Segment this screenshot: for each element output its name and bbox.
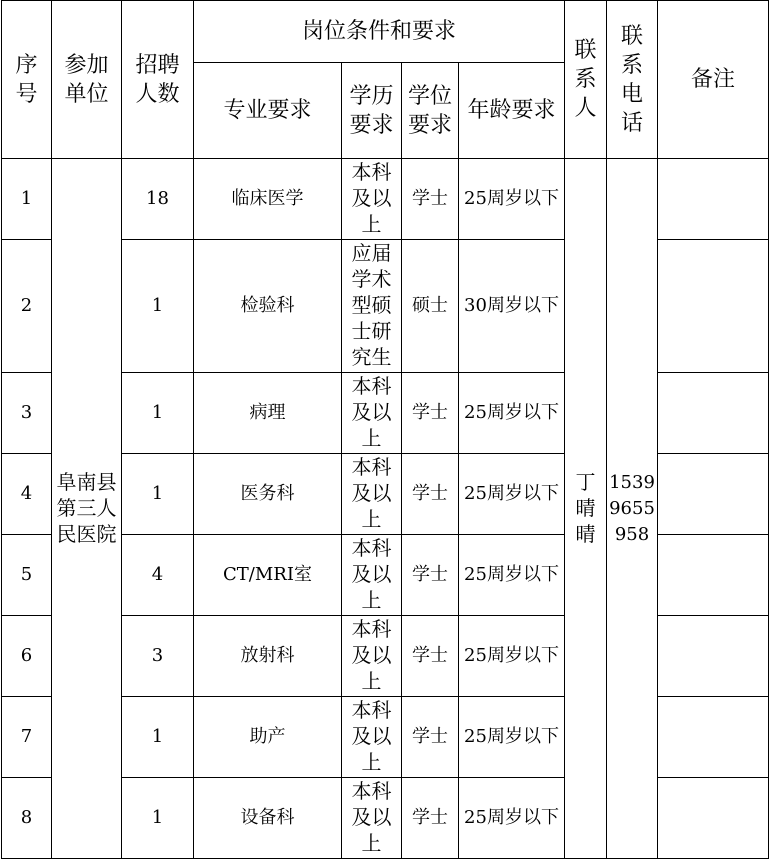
cell-index: 4 — [2, 454, 52, 535]
header-count: 招聘人数 — [122, 1, 194, 159]
cell-education: 本科及以上 — [342, 535, 402, 616]
cell-index: 3 — [2, 373, 52, 454]
cell-education: 应届学术型硕士研究生 — [342, 240, 402, 373]
header-age: 年龄要求 — [459, 63, 565, 159]
header-education: 学历要求 — [342, 63, 402, 159]
cell-age: 25周岁以下 — [459, 535, 565, 616]
cell-degree: 学士 — [402, 159, 459, 240]
header-contact: 联系人 — [565, 1, 607, 159]
cell-remarks — [658, 240, 769, 373]
cell-major: 放射科 — [194, 616, 342, 697]
cell-degree: 学士 — [402, 454, 459, 535]
header-phone: 联系电话 — [607, 1, 658, 159]
cell-major: 临床医学 — [194, 159, 342, 240]
cell-remarks — [658, 159, 769, 240]
cell-index: 7 — [2, 697, 52, 778]
cell-remarks — [658, 616, 769, 697]
cell-count: 1 — [122, 697, 194, 778]
cell-degree: 硕士 — [402, 240, 459, 373]
cell-age: 25周岁以下 — [459, 616, 565, 697]
cell-education: 本科及以上 — [342, 778, 402, 859]
table-row — [2, 159, 769, 240]
cell-index: 1 — [2, 159, 52, 240]
cell-major: CT/MRI室 — [194, 535, 342, 616]
cell-count: 1 — [122, 240, 194, 373]
cell-degree: 学士 — [402, 535, 459, 616]
cell-degree: 学士 — [402, 697, 459, 778]
cell-index: 8 — [2, 778, 52, 859]
header-index: 序号 — [2, 1, 52, 159]
cell-major: 病理 — [194, 373, 342, 454]
cell-index: 6 — [2, 616, 52, 697]
cell-remarks — [658, 778, 769, 859]
cell-education: 本科及以上 — [342, 454, 402, 535]
cell-degree: 学士 — [402, 373, 459, 454]
cell-major: 助产 — [194, 697, 342, 778]
cell-major: 设备科 — [194, 778, 342, 859]
cell-remarks — [658, 454, 769, 535]
cell-degree: 学士 — [402, 778, 459, 859]
cell-index: 5 — [2, 535, 52, 616]
cell-count: 1 — [122, 454, 194, 535]
cell-education: 本科及以上 — [342, 159, 402, 240]
cell-major: 医务科 — [194, 454, 342, 535]
cell-age: 25周岁以下 — [459, 159, 565, 240]
cell-education: 本科及以上 — [342, 373, 402, 454]
cell-contact: 丁晴晴 — [565, 159, 607, 859]
cell-age: 25周岁以下 — [459, 778, 565, 859]
cell-remarks — [658, 373, 769, 454]
cell-degree: 学士 — [402, 616, 459, 697]
cell-count: 1 — [122, 373, 194, 454]
header-unit: 参加单位 — [52, 1, 122, 159]
header-degree: 学位要求 — [402, 63, 459, 159]
cell-count: 18 — [122, 159, 194, 240]
cell-age: 25周岁以下 — [459, 373, 565, 454]
table-header — [2, 1, 769, 159]
header-major: 专业要求 — [194, 63, 342, 159]
recruitment-table — [1, 0, 769, 859]
table-body — [2, 159, 769, 859]
cell-age: 30周岁以下 — [459, 240, 565, 373]
cell-count: 1 — [122, 778, 194, 859]
cell-phone: 15399655958 — [607, 159, 658, 859]
cell-index: 2 — [2, 240, 52, 373]
cell-remarks — [658, 535, 769, 616]
header-conditions: 岗位条件和要求 — [194, 1, 565, 63]
cell-education: 本科及以上 — [342, 616, 402, 697]
cell-count: 3 — [122, 616, 194, 697]
cell-major: 检验科 — [194, 240, 342, 373]
header-remarks: 备注 — [658, 1, 769, 159]
cell-count: 4 — [122, 535, 194, 616]
cell-age: 25周岁以下 — [459, 697, 565, 778]
cell-education: 本科及以上 — [342, 697, 402, 778]
cell-age: 25周岁以下 — [459, 454, 565, 535]
cell-unit: 阜南县第三人民医院 — [52, 159, 122, 859]
cell-remarks — [658, 697, 769, 778]
